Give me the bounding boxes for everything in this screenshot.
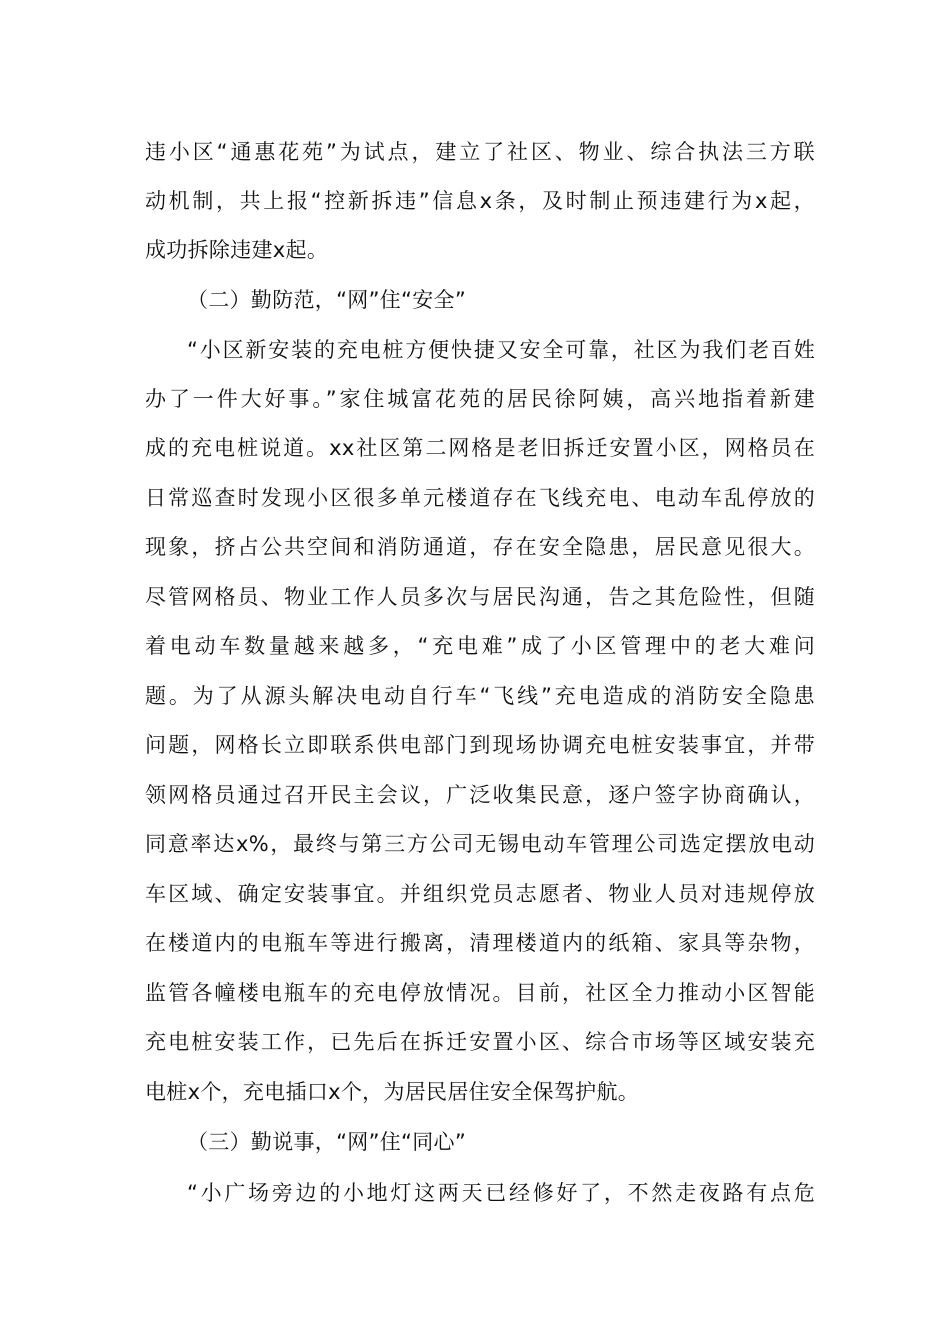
paragraph-line: 尽管网格员、物业工作人员多次与居民沟通，告之其危险性，但随 xyxy=(145,585,815,609)
paragraph-line: 同意率达x%，最终与第三方公司无锡电动车管理公司选定摆放电动 xyxy=(145,832,815,856)
paragraph-line: 办了一件大好事。”家住城富花苑的居民徐阿姨，高兴地指着新建 xyxy=(145,387,815,411)
paragraph-line: 着电动车数量越来越多，“充电难”成了小区管理中的老大难问 xyxy=(145,634,815,658)
section-heading: （二）勤防范，“网”住“安全” xyxy=(187,288,467,312)
paragraph-line: 动机制，共上报“控新拆违”信息x条，及时制止预违建行为x起， xyxy=(145,189,815,213)
paragraph-line: 监管各幢楼电瓶车的充电停放情况。目前，社区全力推动小区智能 xyxy=(145,981,815,1005)
paragraph-line: 问题，网格长立即联系供电部门到现场协调充电桩安装事宜，并带 xyxy=(145,733,815,757)
paragraph-line: 日常巡查时发现小区很多单元楼道存在飞线充电、电动车乱停放的 xyxy=(145,486,815,510)
paragraph-line: 题。为了从源头解决电动自行车“飞线”充电造成的消防安全隐患 xyxy=(145,684,815,708)
paragraph-line: 成功拆除违建x起。 xyxy=(145,238,329,262)
paragraph-line: “小广场旁边的小地灯这两天已经修好了，不然走夜路有点危 xyxy=(187,1181,815,1205)
paragraph-line: 车区域、确定安装事宜。并组织党员志愿者、物业人员对违规停放 xyxy=(145,882,815,906)
paragraph-line: 电桩x个，充电插口x个，为居民居住安全保驾护航。 xyxy=(145,1080,640,1104)
paragraph-line: “小区新安装的充电桩方便快捷又安全可靠，社区为我们老百姓 xyxy=(187,338,815,362)
paragraph-line: 在楼道内的电瓶车等进行搬离，清理楼道内的纸箱、家具等杂物， xyxy=(145,931,815,955)
paragraph-line: 成的充电桩说道。xx社区第二网格是老旧拆迁安置小区，网格员在 xyxy=(145,436,815,460)
paragraph-line: 充电桩安装工作，已先后在拆迁安置小区、综合市场等区域安装充 xyxy=(145,1030,815,1054)
paragraph-line: 现象，挤占公共空间和消防通道，存在安全隐患，居民意见很大。 xyxy=(145,535,815,559)
paragraph-line: 违小区“通惠花苑”为试点，建立了社区、物业、综合执法三方联 xyxy=(145,140,815,164)
paragraph-line: 领网格员通过召开民主会议，广泛收集民意，逐户签字协商确认， xyxy=(145,783,815,807)
section-heading: （三）勤说事，“网”住“同心” xyxy=(187,1130,467,1154)
